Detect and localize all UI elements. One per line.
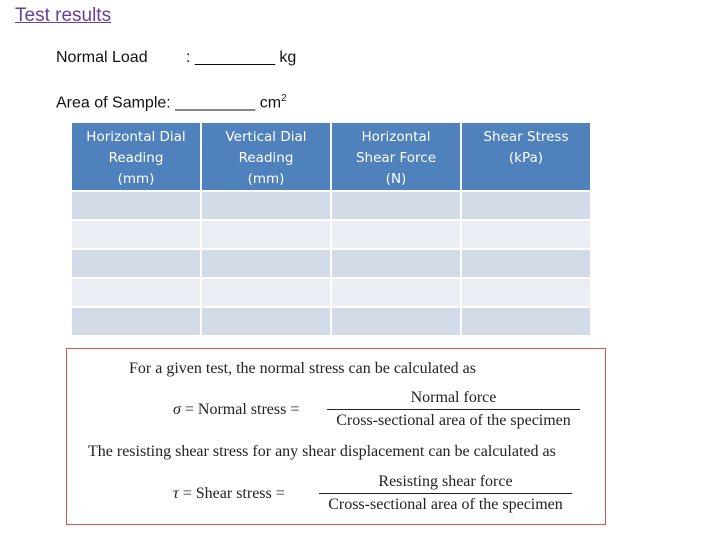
results-table <box>70 121 592 337</box>
header-line: Shear Force <box>355 150 437 166</box>
shear-stress-intro: The resisting shear stress for any shear displacement can be calculated as <box>88 443 556 460</box>
table-cell[interactable] <box>72 221 200 248</box>
header-line: Vertical Dial <box>225 129 307 145</box>
header-line: (kPa) <box>508 150 544 166</box>
normal-stress-lhs <box>173 401 299 419</box>
area-label: Area of Sample: _________ cm <box>56 94 282 112</box>
header-line: Reading <box>238 150 294 166</box>
header-line: Horizontal Dial <box>86 129 186 145</box>
area-field <box>56 93 287 112</box>
table-cell[interactable] <box>72 250 200 277</box>
table-cell[interactable] <box>332 250 460 277</box>
table-cell[interactable] <box>202 250 330 277</box>
normal-stress-fraction <box>327 389 580 430</box>
header-line: Shear Stress <box>483 129 569 145</box>
header-line: Reading <box>108 150 164 166</box>
normal-stress-intro: For a given test, the normal stress can be calculated as <box>129 360 476 377</box>
table-cell[interactable] <box>72 279 200 306</box>
area-unit-exponent: 2 <box>281 93 287 104</box>
header-line: (mm) <box>247 171 285 187</box>
table-cell[interactable] <box>202 221 330 248</box>
table-cell[interactable] <box>332 221 460 248</box>
header-vertical-dial <box>202 123 330 190</box>
table-row <box>72 308 590 335</box>
tau-symbol: τ <box>173 485 179 502</box>
normal-stress-eq-label: = Normal stress = <box>180 401 300 418</box>
table-row <box>72 279 590 306</box>
table-cell[interactable] <box>462 250 590 277</box>
shear-stress-fraction <box>319 473 572 514</box>
normal-stress-numerator: Normal force <box>410 389 497 406</box>
header-line: (N) <box>385 171 407 187</box>
table-cell[interactable] <box>332 279 460 306</box>
header-horizontal-dial <box>72 123 200 190</box>
table-header-row <box>72 123 590 190</box>
page-title: Test results <box>15 5 112 26</box>
table-cell[interactable] <box>202 279 330 306</box>
sigma-symbol: σ <box>173 401 181 418</box>
header-line: (mm) <box>117 171 155 187</box>
table-cell[interactable] <box>202 192 330 219</box>
table-cell[interactable] <box>462 308 590 335</box>
table-cell[interactable] <box>332 192 460 219</box>
shear-stress-eq-label: = Shear stress = <box>178 485 285 502</box>
table-row <box>72 221 590 248</box>
table-cell[interactable] <box>72 308 200 335</box>
shear-stress-numerator: Resisting shear force <box>378 473 513 490</box>
normal-load-field <box>56 49 296 67</box>
table-row <box>72 250 590 277</box>
normal-load-label: Normal Load <box>56 49 148 66</box>
header-shear-force <box>332 123 460 190</box>
normal-load-value: : _________ kg <box>186 49 297 66</box>
table-row <box>72 192 590 219</box>
table-cell[interactable] <box>202 308 330 335</box>
table-cell[interactable] <box>72 192 200 219</box>
normal-stress-denominator: Cross-sectional area of the specimen <box>336 412 571 429</box>
header-line: Horizontal <box>361 129 431 145</box>
shear-stress-denominator: Cross-sectional area of the specimen <box>328 496 563 513</box>
table-cell[interactable] <box>462 221 590 248</box>
formula-box <box>66 348 606 525</box>
table-cell[interactable] <box>332 308 460 335</box>
shear-stress-lhs <box>173 485 285 503</box>
table-cell[interactable] <box>462 192 590 219</box>
header-shear-stress <box>462 123 590 190</box>
table-cell[interactable] <box>462 279 590 306</box>
